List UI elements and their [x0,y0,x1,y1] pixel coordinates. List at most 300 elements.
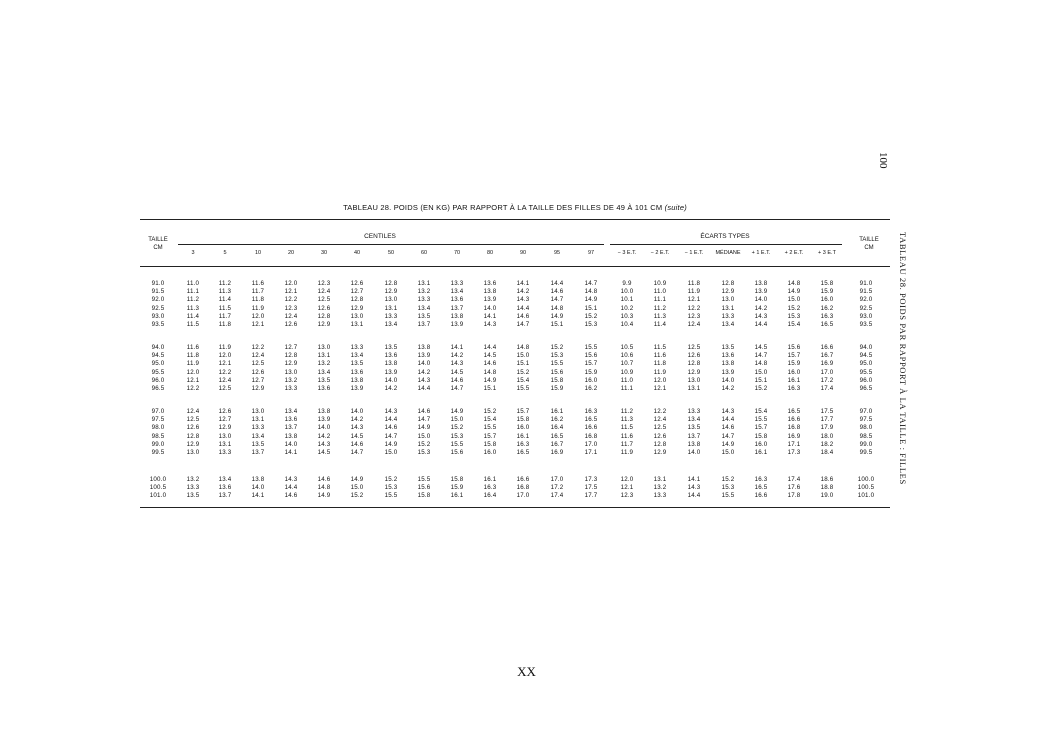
row-taille-cell: 99.0 [151,440,165,448]
table-cell: 12.8 [350,296,364,304]
table-cell: 12.0 [218,352,232,360]
table-cell: 17.4 [550,492,564,500]
table-cell: 14.9 [584,296,598,304]
table-cell: 13.4 [218,476,232,483]
table-cell: 15.3 [787,312,801,320]
table-cell: 15.8 [754,432,768,440]
centiles-group-header: CENTILES [364,233,396,240]
table-cell: 12.8 [317,312,331,320]
table-cell: 11.8 [687,280,701,287]
table-cell: 15.1 [550,321,564,328]
table-cell: 15.4 [483,416,497,424]
table-cell: 15.1 [483,385,497,392]
table-cell: 13.8 [350,376,364,384]
table-cell: 14.9 [483,376,497,384]
table-cell: 12.0 [251,312,265,320]
table-cell: 9.9 [622,280,632,287]
row-taille-cell: 94.5 [151,352,165,360]
table-cell: 11.5 [620,424,634,432]
table-cell: 15.2 [584,312,598,320]
table-cell: 11.1 [653,296,667,304]
table-cell: 14.0 [284,440,298,448]
table-cell: 13.7 [417,321,431,328]
table-cell: 17.2 [550,484,564,492]
table-cell: 14.8 [754,360,768,368]
table-cell: 16.6 [787,416,801,424]
table-cell: 12.4 [317,288,331,296]
column-header: 10 [254,250,262,256]
table-cell: 13.8 [754,280,768,287]
table-cell: 11.6 [620,432,634,440]
table-cell: 14.6 [284,492,298,500]
table-cell: 13.0 [186,449,200,456]
table-cell: 14.3 [417,376,431,384]
row-taille-cell: 97.5 [151,416,165,424]
table-cell: 17.2 [820,376,834,384]
row-taille-cell: 99.0 [859,440,873,448]
table-cell: 11.7 [620,440,634,448]
table-cell: 17.0 [584,440,598,448]
table-cell: 12.2 [284,296,298,304]
table-cell: 12.7 [284,344,298,351]
table-cell: 11.4 [218,296,232,304]
table-cell: 15.6 [584,352,598,360]
table-cell: 12.8 [284,352,298,360]
table-cell: 14.5 [483,352,497,360]
table-cell: 17.7 [584,492,598,500]
table-cell: 12.3 [317,280,331,287]
table-cell: 13.5 [417,312,431,320]
table-cell: 17.9 [820,424,834,432]
table-cell: 13.3 [687,408,701,415]
table-cell: 16.4 [483,492,497,500]
table-cell: 14.6 [417,408,431,415]
row-taille-cell: 98.5 [859,432,873,440]
row-taille-cell: 96.0 [859,376,873,384]
table-cell: 14.7 [350,449,364,456]
table-cell: 13.1 [653,476,667,483]
table-cell: 17.0 [820,368,834,376]
table-cell: 11.8 [218,321,232,328]
table-cell: 13.0 [687,376,701,384]
table-cell: 14.0 [317,424,331,432]
table-cell: 14.1 [483,312,497,320]
table-cell: 13.2 [653,484,667,492]
table-cell: 13.3 [384,312,398,320]
table-cell: 13.3 [218,449,232,456]
table-cell: 14.4 [417,385,431,392]
table-cell: 13.5 [251,440,265,448]
table-cell: 17.7 [820,416,834,424]
table-cell: 15.7 [483,432,497,440]
table-cell: 11.3 [653,312,667,320]
table-cell: 16.2 [584,385,598,392]
table-cell: 12.5 [653,424,667,432]
table-cell: 15.5 [483,424,497,432]
table-cell: 18.2 [820,440,834,448]
table-cell: 11.6 [653,352,667,360]
table-cell: 18.8 [820,484,834,492]
table-cell: 13.3 [350,344,364,351]
table-cell: 15.5 [754,416,768,424]
table-cell: 12.9 [687,368,701,376]
table-cell: 15.6 [787,344,801,351]
table-cell: 15.9 [787,360,801,368]
table-cell: 16.0 [516,424,530,432]
table-cell: 17.1 [787,440,801,448]
table-cell: 13.2 [186,476,200,483]
table-cell: 14.8 [550,304,564,312]
table-cell: 11.1 [186,288,200,296]
table-bottom-rule [140,507,890,508]
table-cell: 12.9 [653,449,667,456]
table-cell: 14.7 [384,432,398,440]
table-cell: 14.1 [251,492,265,500]
table-cell: 14.2 [516,288,530,296]
row-taille-cell: 95.0 [151,360,165,368]
row-taille-cell: 101.0 [857,492,875,500]
table-cell: 13.8 [687,440,701,448]
table-cell: 13.4 [687,416,701,424]
row-taille-cell: 94.0 [151,344,165,351]
table-cell: 13.5 [721,344,735,351]
table-cell: 14.0 [721,376,735,384]
table-cell: 15.8 [550,376,564,384]
table-cell: 15.2 [787,304,801,312]
table-cell: 13.2 [417,288,431,296]
taille-right-unit: CM [864,245,874,251]
table-cell: 11.8 [186,352,200,360]
table-cell: 12.5 [251,360,265,368]
table-cell: 11.1 [620,385,634,392]
table-cell: 14.5 [350,432,364,440]
table-cell: 17.6 [787,484,801,492]
table-cell: 16.3 [754,476,768,483]
column-header: + 2 E.T. [784,250,804,256]
row-taille-cell: 99.5 [859,449,873,456]
table-cell: 15.9 [584,368,598,376]
row-taille-cell: 93.0 [151,312,165,320]
table-cell: 15.3 [721,484,735,492]
table-cell: 12.4 [218,376,232,384]
table-cell: 13.0 [721,296,735,304]
table-cell: 14.1 [687,476,701,483]
taille-left-unit: CM [153,245,163,251]
table-cell: 15.1 [516,360,530,368]
table-cell: 13.5 [687,424,701,432]
table-cell: 13.6 [450,296,464,304]
table-cell: 13.1 [251,416,265,424]
row-taille-cell: 98.5 [151,432,165,440]
table-cell: 12.1 [186,376,200,384]
table-cell: 14.9 [550,312,564,320]
row-taille-cell: 91.0 [859,280,873,287]
table-cell: 12.6 [186,424,200,432]
table-cell: 11.8 [251,296,265,304]
table-cell: 14.6 [550,288,564,296]
table-cell: 14.5 [450,368,464,376]
column-header: 70 [453,250,461,256]
table-cell: 12.1 [653,385,667,392]
table-cell: 15.5 [584,344,598,351]
table-cell: 16.9 [550,449,564,456]
table-cell: 16.7 [550,440,564,448]
table-cell: 13.7 [450,304,464,312]
table-cell: 12.7 [218,416,232,424]
table-cell: 17.0 [516,492,530,500]
row-taille-cell: 91.5 [859,288,873,296]
table-cell: 15.3 [384,484,398,492]
row-taille-cell: 92.5 [151,304,165,312]
table-cell: 14.2 [754,304,768,312]
table-cell: 16.5 [820,321,834,328]
table-cell: 15.2 [754,385,768,392]
table-cell: 12.6 [350,280,364,287]
table-cell: 13.9 [721,368,735,376]
table-cell: 17.3 [787,449,801,456]
table-cell: 15.5 [384,492,398,500]
table-cell: 13.0 [218,432,232,440]
table-cell: 11.7 [218,312,232,320]
table-cell: 12.9 [317,321,331,328]
table-cell: 13.6 [721,352,735,360]
table-cell: 16.8 [516,484,530,492]
centiles-group-rule [178,244,604,245]
table-cell: 16.9 [787,432,801,440]
table-cell: 13.9 [417,352,431,360]
column-header: 5 [223,250,227,256]
table-cell: 13.1 [350,321,364,328]
row-taille-cell: 94.5 [859,352,873,360]
table-cell: 12.6 [653,432,667,440]
table-cell: 11.9 [687,288,701,296]
table-cell: 13.1 [317,352,331,360]
column-header: 20 [287,250,295,256]
table-cell: 12.0 [653,376,667,384]
table-cell: 15.2 [417,440,431,448]
table-cell: 13.4 [384,321,398,328]
row-taille-cell: 91.0 [151,280,165,287]
table-cell: 14.7 [721,432,735,440]
table-cell: 12.5 [317,296,331,304]
table-cell: 12.2 [218,368,232,376]
table-cell: 14.0 [754,296,768,304]
table-cell: 16.3 [584,408,598,415]
table-cell: 12.8 [721,280,735,287]
table-cell: 15.2 [450,424,464,432]
table-cell: 16.9 [820,360,834,368]
table-cell: 14.6 [384,424,398,432]
table-cell: 13.6 [317,385,331,392]
table-cell: 16.8 [584,432,598,440]
table-cell: 13.3 [284,385,298,392]
table-cell: 13.1 [687,385,701,392]
row-taille-cell: 95.0 [859,360,873,368]
table-cell: 13.3 [653,492,667,500]
table-cell: 14.9 [350,476,364,483]
row-taille-cell: 96.5 [151,385,165,392]
table-cell: 14.7 [450,385,464,392]
table-cell: 12.0 [620,476,634,483]
table-cell: 15.5 [550,360,564,368]
table-cell: 13.6 [218,484,232,492]
table-cell: 11.5 [186,321,200,328]
row-taille-cell: 97.5 [859,416,873,424]
table-cell: 14.3 [384,408,398,415]
table-cell: 15.5 [450,440,464,448]
table-cell: 10.4 [620,321,634,328]
table-cell: 14.8 [584,288,598,296]
row-taille-cell: 92.0 [859,296,873,304]
table-cell: 10.0 [620,288,634,296]
table-cell: 15.8 [820,280,834,287]
table-cell: 12.9 [284,360,298,368]
table-cell: 16.4 [550,424,564,432]
row-taille-cell: 91.5 [151,288,165,296]
table-cell: 15.0 [787,296,801,304]
table-cell: 14.4 [754,321,768,328]
column-header: MÉDIANE [715,250,741,256]
table-cell: 14.6 [516,312,530,320]
column-header: 40 [353,250,361,256]
row-taille-cell: 97.0 [151,408,165,415]
table-cell: 13.9 [384,368,398,376]
row-taille-cell: 92.5 [859,304,873,312]
table-cell: 16.5 [584,416,598,424]
table-cell: 12.5 [186,416,200,424]
table-cell: 15.9 [450,484,464,492]
table-cell: 12.9 [186,440,200,448]
table-cell: 14.6 [350,440,364,448]
table-cell: 10.1 [620,296,634,304]
table-cell: 11.9 [186,360,200,368]
table-cell: 15.0 [384,449,398,456]
table-cell: 13.9 [317,416,331,424]
table-cell: 12.1 [218,360,232,368]
table-cell: 14.6 [721,424,735,432]
table-cell: 16.1 [754,449,768,456]
table-cell: 15.0 [417,432,431,440]
table-cell: 16.5 [754,484,768,492]
table-cell: 16.1 [550,408,564,415]
column-header: + 1 E.T. [751,250,771,256]
table-cell: 14.4 [284,484,298,492]
table-cell: 15.2 [516,368,530,376]
table-cell: 17.0 [550,476,564,483]
table-title [140,203,890,212]
table-cell: 14.9 [450,408,464,415]
table-cell: 15.2 [550,344,564,351]
table-cell: 17.8 [787,492,801,500]
table-cell: 12.0 [284,280,298,287]
table-cell: 11.7 [251,288,265,296]
table-cell: 14.1 [516,280,530,287]
table-cell: 14.4 [483,344,497,351]
table-cell: 14.9 [317,492,331,500]
column-header: − 1 E.T. [684,250,704,256]
table-cell: 12.7 [350,288,364,296]
table-cell: 13.2 [284,376,298,384]
table-cell: 15.7 [754,424,768,432]
table-cell: 13.4 [721,321,735,328]
table-cell: 12.9 [350,304,364,312]
table-cell: 12.1 [284,288,298,296]
table-cell: 14.9 [417,424,431,432]
table-cell: 14.4 [550,280,564,287]
table-cell: 12.6 [218,408,232,415]
table-cell: 16.1 [787,376,801,384]
table-cell: 15.2 [350,492,364,500]
table-cell: 14.7 [550,296,564,304]
table-cell: 11.5 [653,344,667,351]
table-cell: 14.3 [754,312,768,320]
table-cell: 14.6 [317,476,331,483]
table-cell: 15.7 [787,352,801,360]
table-cell: 14.2 [721,385,735,392]
taille-left-label: TAILLE [148,237,168,243]
table-cell: 14.9 [787,288,801,296]
table-cell: 12.9 [218,424,232,432]
table-cell: 12.6 [251,368,265,376]
table-cell: 11.8 [653,360,667,368]
table-cell: 14.3 [317,440,331,448]
table-cell: 11.3 [186,304,200,312]
table-cell: 14.7 [584,280,598,287]
table-cell: 11.2 [653,304,667,312]
table-cell: 13.8 [417,344,431,351]
column-header: 3 [191,250,195,256]
table-cell: 12.2 [186,385,200,392]
table-cell: 16.0 [483,449,497,456]
table-cell: 13.0 [284,368,298,376]
table-cell: 14.7 [754,352,768,360]
table-cell: 17.4 [787,476,801,483]
table-cell: 15.4 [787,321,801,328]
table-cell: 12.9 [721,288,735,296]
table-cell: 13.0 [350,312,364,320]
table-cell: 13.8 [721,360,735,368]
table-cell: 13.9 [350,385,364,392]
table-cell: 11.9 [620,449,634,456]
table-cell: 16.2 [820,304,834,312]
table-cell: 11.2 [218,280,232,287]
table-cell: 14.0 [350,408,364,415]
table-cell: 11.4 [186,312,200,320]
table-cell: 11.0 [653,288,667,296]
table-cell: 13.5 [350,360,364,368]
table-cell: 12.9 [384,288,398,296]
row-taille-cell: 97.0 [859,408,873,415]
table-cell: 14.9 [384,440,398,448]
table-cell: 10.3 [620,312,634,320]
row-taille-cell: 100.5 [857,484,875,492]
table-cell: 16.3 [820,312,834,320]
table-cell: 18.0 [820,432,834,440]
table-cell: 13.6 [284,416,298,424]
table-cell: 13.3 [721,312,735,320]
row-taille-cell: 94.0 [859,344,873,351]
table-cell: 13.8 [284,432,298,440]
column-header: 60 [420,250,428,256]
table-cell: 11.9 [218,344,232,351]
table-cell: 14.3 [350,424,364,432]
table-cell: 16.0 [820,296,834,304]
table-cell: 15.2 [483,408,497,415]
table-cell: 11.9 [653,368,667,376]
table-cell: 15.7 [584,360,598,368]
table-cell: 15.5 [516,385,530,392]
table-cell: 11.6 [251,280,265,287]
